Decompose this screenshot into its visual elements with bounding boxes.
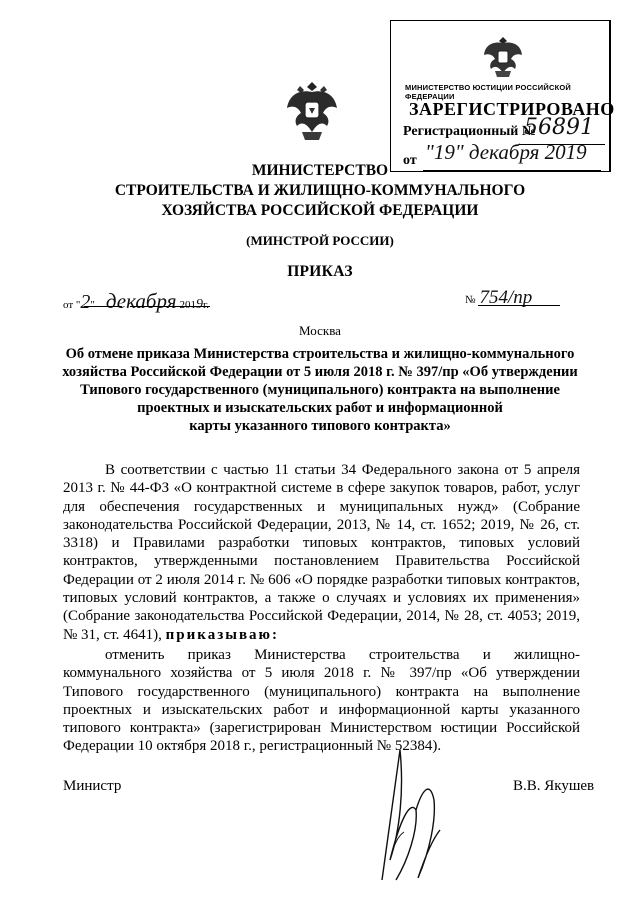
date-day-underline xyxy=(84,306,122,307)
order-date-year-end: г. xyxy=(202,299,209,311)
stamp-date-label: от xyxy=(403,153,417,168)
ministry-title-line3: ХОЗЯЙСТВА РОССИЙСКОЙ ФЕДЕРАЦИИ xyxy=(161,202,479,219)
stamp-registered: ЗАРЕГИСТРИРОВАНО xyxy=(409,99,615,119)
subject-line: проектных и изыскательских работ и информационной xyxy=(137,400,503,416)
order-date xyxy=(63,289,209,314)
subject-line: карты указанного типового контракта» xyxy=(189,418,451,434)
order-date-year-prefix: 201 xyxy=(179,299,196,311)
order-number-value: 754/пр xyxy=(479,287,533,308)
order-subject xyxy=(60,345,580,435)
handwritten-signature xyxy=(360,740,450,890)
ministry-short-name: (МИНСТРОЙ РОССИИ) xyxy=(246,233,394,248)
stamp-date-value: "19" декабря 2019 xyxy=(425,140,587,164)
registration-stamp xyxy=(390,20,615,172)
stamp-reg-number: 56891 xyxy=(524,115,594,140)
order-text: отменить приказ Министерства строительства и жилищно-коммунального хозяйства от 5 июля 2018 г. № 397/пр «Об утверждении Типового государственного (муниципального) контракта на выполнение проектных и изыскательских работ и информационной карты указанного типового контракта» (зарегистрирован Министерством юстиции Российской Федерации 10 октября 2018 г., регистрационный № 52384). xyxy=(63,647,580,755)
stamp-ministry: МИНИСТЕРСТВО ЮСТИЦИИ РОССИЙСКОЙ ФЕДЕРАЦИИ xyxy=(405,83,571,101)
subject-line: хозяйства Российской Федерации от 5 июля 2018 г. № 397/пр «Об утверждении xyxy=(62,364,578,380)
preamble-text: В соответствии с частью 11 статьи 34 Федерального закона от 5 апреля 2013 г. № 44-ФЗ «О контрактной системе в сфере закупок товаров, работ, услуг для обеспечения государственных и муниципальных нужд» (Собрание законодательства Российской Федерации, 2013, № 14, ст. 1652; 2019, № 26, ст. 3318) и Правилами разработки типовых контрактов, типовых условий контрактов, утвержденными постановлением Правительства Российской Федерации от 2 июля 2014 г. № 606 «О порядке разработки типовых контрактов, типовых условий контрактов, а также о случаях и условиях их применения» (Собрание законодательства Российской Федерации, 2014, № 28, ст. 4053; 2019, № 31, ст. 4641), xyxy=(63,462,580,643)
order-date-year-suffix: 9 xyxy=(195,297,203,312)
order-date-quote: " xyxy=(90,299,95,311)
body-preamble xyxy=(63,461,580,644)
signatory-position: Министр xyxy=(63,778,122,794)
order-date-day: 2 xyxy=(80,291,91,313)
subject-line: Типового государственного (муниципального) контракта на выполнение xyxy=(80,382,560,398)
document-type: ПРИКАЗ xyxy=(287,263,353,280)
subject-line: Об отмене приказа Министерства строительства и жилищно-коммунального xyxy=(65,346,575,362)
coat-of-arms-icon xyxy=(285,80,339,142)
order-date-prefix: от " xyxy=(63,299,81,311)
date-month-underline xyxy=(130,306,210,307)
order-date-month: декабря xyxy=(105,289,177,313)
city: Москва xyxy=(299,323,341,338)
body-order-text xyxy=(63,646,580,756)
ministry-title-line2: СТРОИТЕЛЬСТВА И ЖИЛИЩНО-КОММУНАЛЬНОГО xyxy=(114,182,526,199)
order-number-underline xyxy=(478,305,560,306)
coat-of-arms-icon xyxy=(481,33,525,79)
prikazyvayu: приказываю: xyxy=(165,626,279,643)
stamp-reg-label: Регистрационный № xyxy=(403,124,536,139)
signatory-name: В.В. Якушев xyxy=(513,778,595,794)
order-number-label: № xyxy=(465,294,476,306)
ministry-title-line1: МИНИСТЕРСТВО xyxy=(251,162,389,179)
